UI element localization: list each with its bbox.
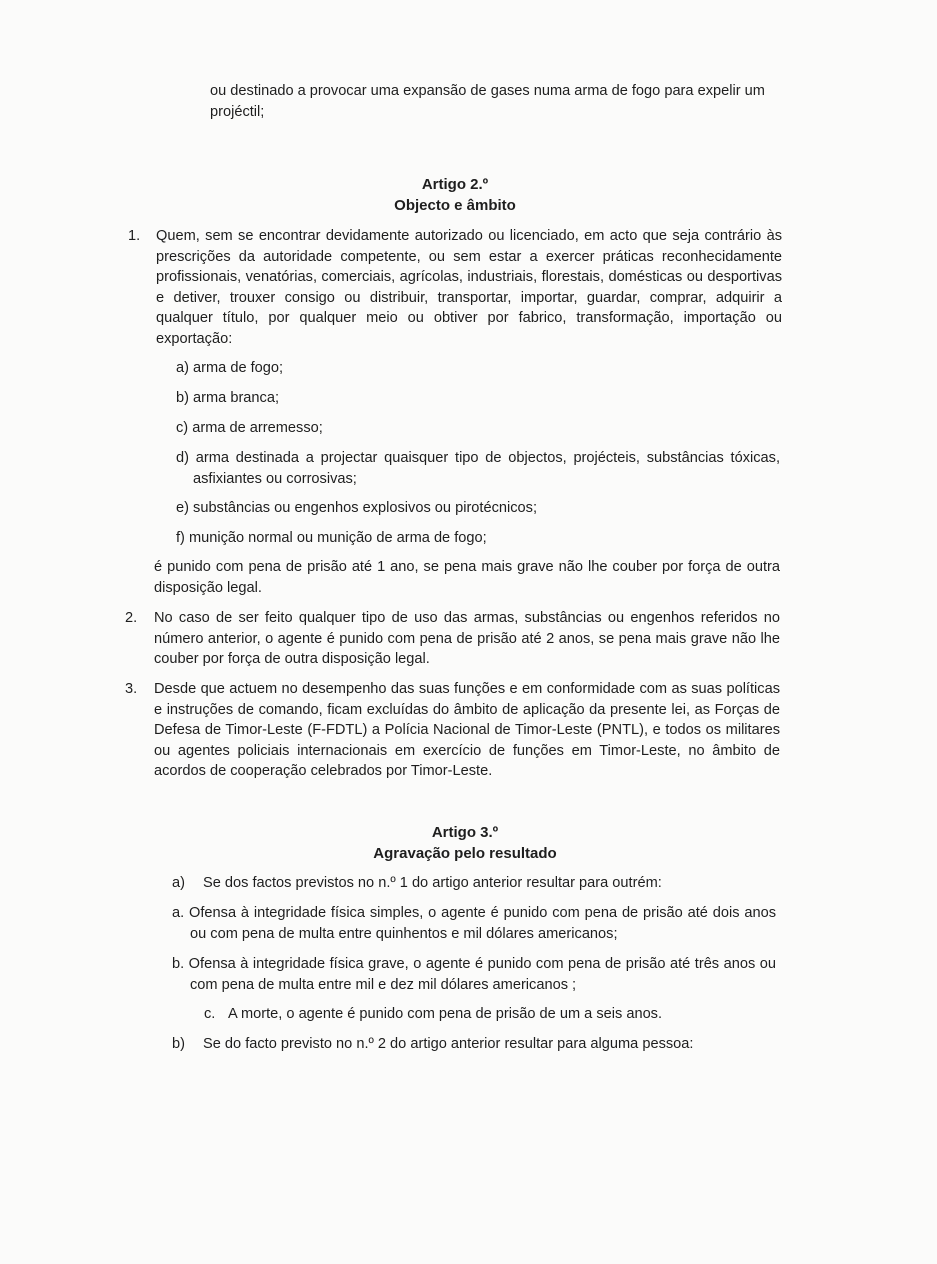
article-3-item-a: Se dos factos previstos no n.º 1 do artigo anterior resultar para outrém: (203, 875, 662, 891)
paragraph-number: 3. (125, 681, 138, 697)
article-3-subitem-a: a. Ofensa à integridade física simples, o agente é punido com pena de prisão até dois anos ou com pena de multa entre quinhentos e mil dólares americanos; (172, 905, 776, 942)
article-2-paragraph-2: No caso de ser feito qualquer tipo de uso das armas, substâncias ou engenhos referidos no número anterior, o agente é punido com pena de prisão até 2 anos, se pena mais grave não lhe couber por força de outra disposição legal. (154, 610, 780, 667)
article-3-subtitle: Agravação pelo resultado (373, 845, 557, 862)
article-3-subitem-b: b. Ofensa à integridade física grave, o agente é punido com pena de prisão até três anos ou com pena de multa entre mil e dez mil dólares americanos ; (172, 956, 776, 993)
intro-paragraph: ou destinado a provocar uma expansão de gases numa arma de fogo para expelir um projéctil; (210, 83, 765, 120)
paragraph-number: 1. (128, 228, 141, 244)
list-item: e) substâncias ou engenhos explosivos ou pirotécnicos; (176, 500, 538, 516)
item-label: c. (204, 1006, 216, 1022)
list-item: b) arma branca; (176, 390, 280, 406)
list-item: a) arma de fogo; (176, 360, 284, 376)
paragraph-number: 2. (125, 610, 138, 626)
list-item: c) arma de arremesso; (176, 420, 323, 436)
article-2-paragraph-1: Quem, sem se encontrar devidamente autorizado ou licenciado, em acto que seja contrário às prescrições da autoridade competente, ou sem estar a exercer práticas reconhecidamente profissionais, venatórias, comerciais, agrícolas, industriais, florestais, domésticas ou desportivas e detiver, trouxer consigo ou distribuir, transportar, importar, guardar, comprar, adquirir a qualquer título, por qualquer meio ou obtiver por fabrico, transformação, importação ou exportação: (156, 228, 782, 347)
article-2-title: Artigo 2.º (421, 176, 489, 193)
list-item: f) munição normal ou munição de arma de fogo; (176, 530, 487, 546)
article-3-subitem-c: A morte, o agente é punido com pena de prisão de um a seis anos. (228, 1006, 663, 1022)
article-2-subtitle: Objecto e âmbito (394, 197, 516, 214)
list-item: d) arma destinada a projectar quaisquer tipo de objectos, projécteis, substâncias tóxicas, asfixiantes ou corrosivas; (176, 450, 780, 487)
article-2-paragraph-1-tail: é punido com pena de prisão até 1 ano, se pena mais grave não lhe couber por força de outra disposição legal. (154, 559, 780, 596)
item-label: a) (172, 875, 185, 891)
article-2-paragraph-3: Desde que actuem no desempenho das suas funções e em conformidade com as suas políticas e instruções de comando, ficam excluídas do âmbito de aplicação da presente lei, as Forças de Defesa de Timor-Leste (F-FDTL) a Polícia Nacional de Timor-Leste (PNTL), e todos os militares ou agentes policiais internacionais em exercício de funções em Timor-Leste, no âmbito de acordos de cooperação celebrados por Timor-Leste. (154, 681, 780, 779)
article-3-title: Artigo 3.º (431, 824, 499, 841)
article-3-item-b: Se do facto previsto no n.º 2 do artigo anterior resultar para alguma pessoa: (203, 1036, 694, 1052)
item-label: b) (172, 1036, 185, 1052)
